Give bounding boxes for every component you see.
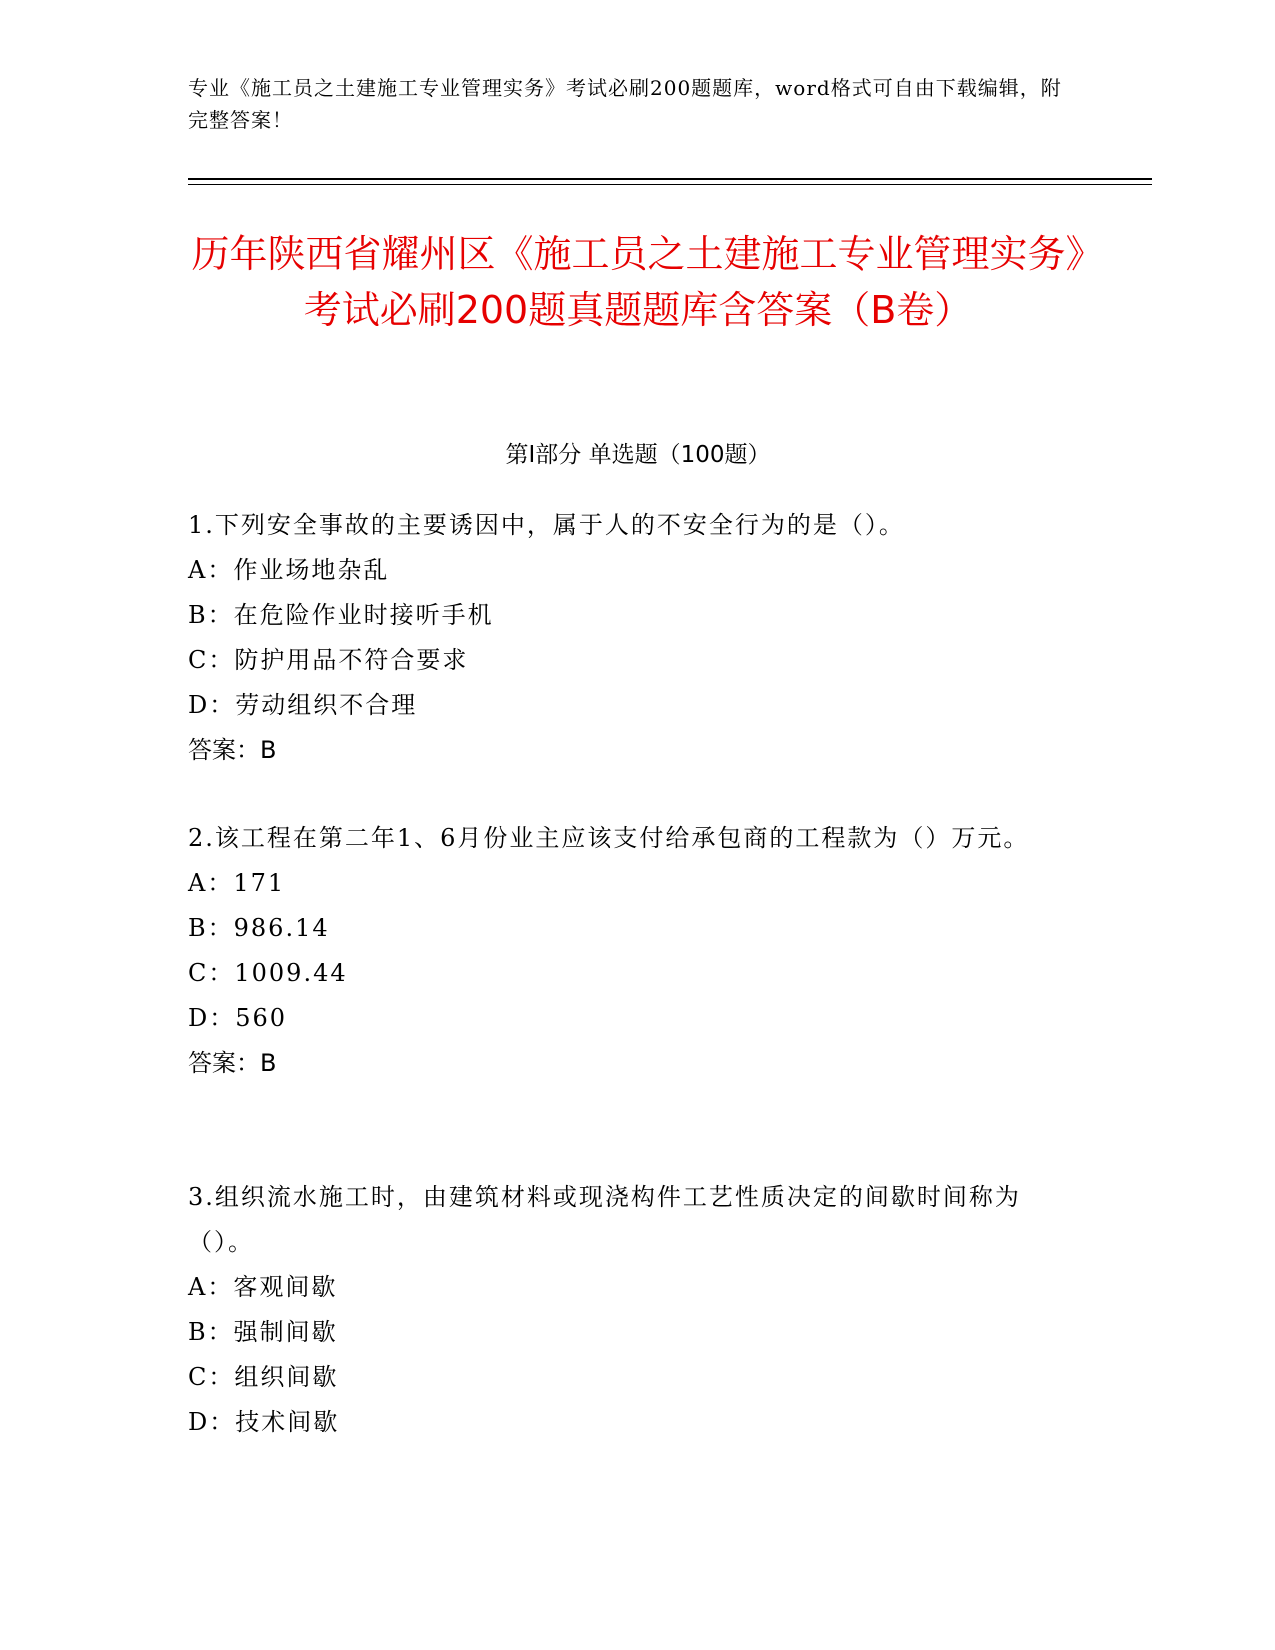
- document-title: 历年陕西省耀州区《施工员之土建施工专业管理实务》考试必刷200题真题题库含答案（B卷）: [191, 232, 1085, 332]
- header-divider-thin: [188, 184, 1152, 185]
- question-text: 3.组织流水施工时，由建筑材料或现浇构件工艺性质决定的间歇时间称为（）。: [188, 1183, 1021, 1256]
- question-block-3: [188, 1175, 1068, 1445]
- question-text: 1.下列安全事故的主要诱因中，属于人的不安全行为的是（）。: [188, 511, 905, 539]
- section-title: 第Ⅰ部分 单选题（100题）: [505, 442, 771, 468]
- option-b: B：986.14: [188, 914, 330, 942]
- option-d: D：劳动组织不合理: [188, 691, 418, 719]
- option-c: C：1009.44: [188, 959, 348, 987]
- answer-line: 答案：B: [188, 1049, 277, 1077]
- question-block-1: [188, 503, 1068, 773]
- option-d: D：560: [188, 1004, 288, 1032]
- question-block-2: [188, 816, 1068, 1086]
- option-c: C：防护用品不符合要求: [188, 646, 469, 674]
- option-b: B：强制间歇: [188, 1318, 338, 1346]
- option-a: A：171: [188, 869, 286, 897]
- header-divider-thick: [188, 178, 1152, 180]
- option-d: D：技术间歇: [188, 1408, 340, 1436]
- question-text: 2.该工程在第二年1、6月份业主应该支付给承包商的工程款为（）万元。: [188, 824, 1030, 852]
- option-a: A：作业场地杂乱: [188, 556, 390, 584]
- option-c: C：组织间歇: [188, 1363, 339, 1391]
- option-b: B：在危险作业时接听手机: [188, 601, 494, 629]
- answer-line: 答案：B: [188, 736, 277, 764]
- header-note: 专业《施工员之土建施工专业管理实务》考试必刷200题题库，word格式可自由下载编辑，附完整答案！: [188, 76, 1062, 132]
- option-a: A：客观间歇: [188, 1273, 338, 1301]
